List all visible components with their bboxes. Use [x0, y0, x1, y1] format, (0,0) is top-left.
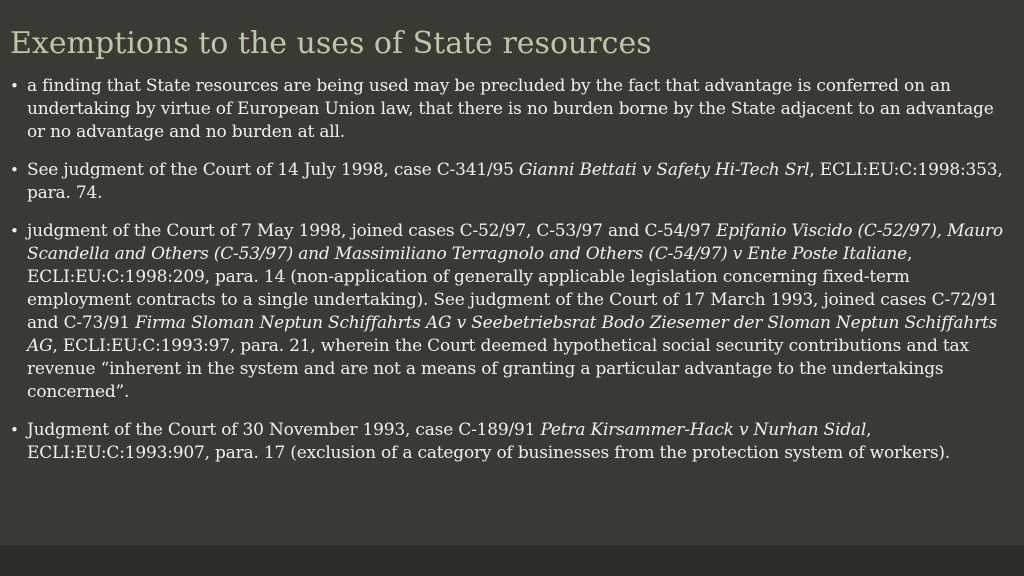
bullet-marker: • [10, 421, 19, 439]
footer-band [0, 545, 1024, 576]
bullet-text: a finding that State resources are being used may be precluded by the fact that advantage is conferred on an undertaking by virtue of European Union law, that there is no burden borne by the State adjacent to an advantage or no advantage and no burden at all. [27, 76, 994, 142]
bullet-item [10, 75, 1012, 144]
case-name: Firma Sloman Neptun Schiffahrts AG v Seebetriebsrat Bodo Ziesemer der Sloman Neptun Schiffahrts AG [27, 313, 998, 356]
bullet-marker: • [10, 222, 19, 240]
bullet-marker: • [10, 161, 19, 179]
bullet-text: , ECLI:EU:C:1998:353, para. 74. [27, 160, 1003, 203]
bullet-marker: • [10, 77, 19, 95]
bullet-item [10, 419, 1012, 465]
bullet-text: judgment of the Court of 7 May 1998, joined cases C-52/97, C-53/97 and C-54/97 [27, 221, 717, 241]
case-name: Gianni Bettati v Safety Hi-Tech Srl [518, 160, 810, 180]
bullet-list [10, 75, 1012, 480]
bullet-item [10, 220, 1012, 404]
bullet-text: , ECLI:EU:C:1998:209, para. 14 (non-application of generally applicable legislation concerning fixed-term employment contracts to a single undertaking). See judgment of the Court of 17 March 1993, joined cases C-72/91 and C-73/91 [27, 244, 999, 333]
bullet-item [10, 159, 1012, 205]
slide-title: Exemptions to the uses of State resources [10, 26, 652, 61]
bullet-text: , ECLI:EU:C:1993:907, para. 17 (exclusion of a category of businesses from the protection system of workers). [27, 420, 950, 463]
case-name: Epifanio Viscido (C-52/97), Mauro Scandella and Others (C-53/97) and Massimiliano Terragnolo and Others (C-54/97) v Ente Poste Italiane [27, 221, 1003, 264]
bullet-text: , ECLI:EU:C:1993:97, para. 21, wherein the Court deemed hypothetical social security contributions and tax revenue “inherent in the system and are not a means of granting a particular advantage to the undertakings concerned”. [27, 336, 969, 402]
case-name: Petra Kirsammer-Hack v Nurhan Sidal [540, 420, 867, 440]
bullet-text: See judgment of the Court of 14 July 1998, case C-341/95 [27, 160, 519, 180]
bullet-text: Judgment of the Court of 30 November 1993, case C-189/91 [27, 420, 541, 440]
